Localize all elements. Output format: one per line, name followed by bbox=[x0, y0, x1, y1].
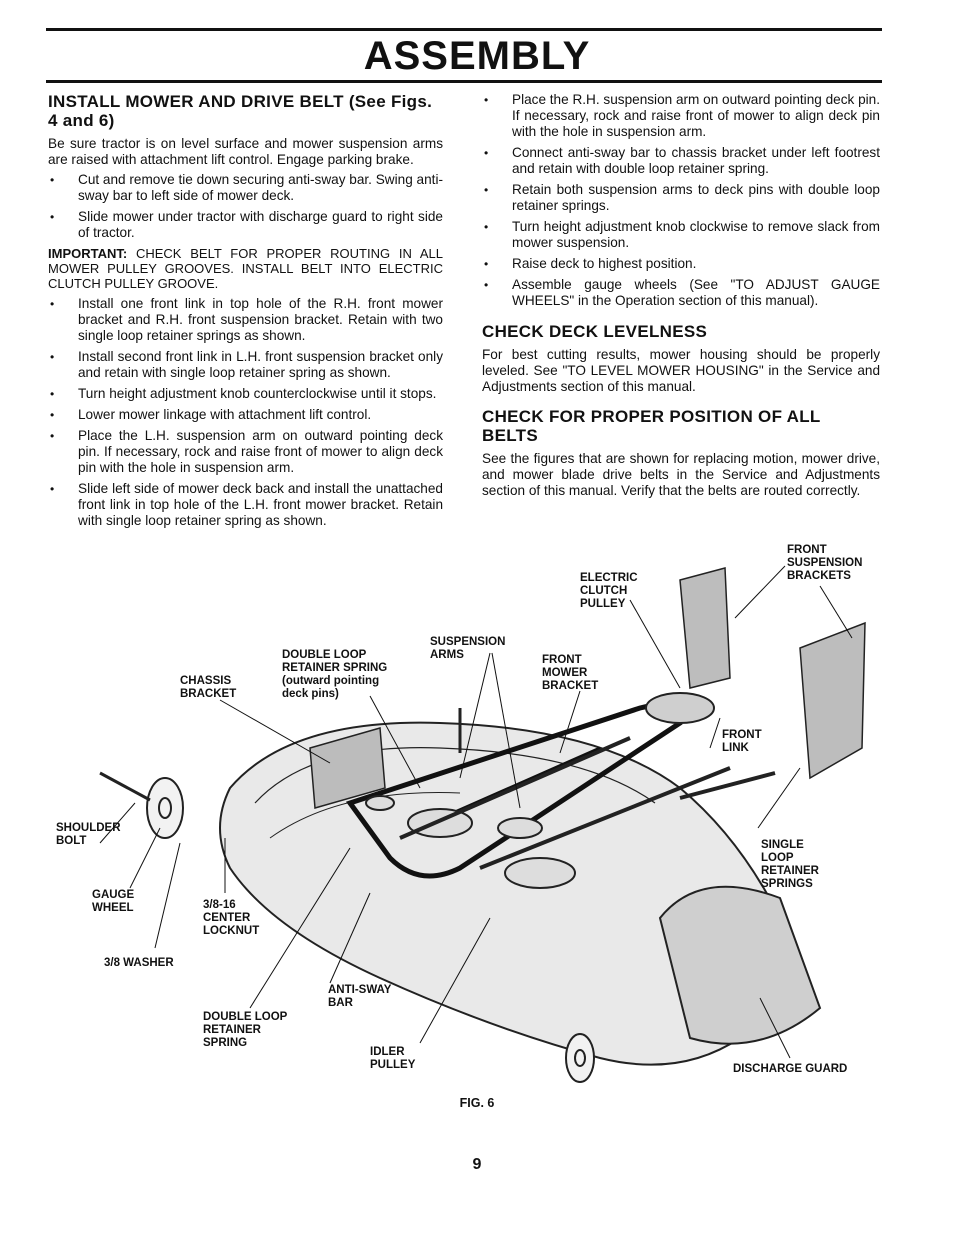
gauge-wheel-label: GAUGE WHEEL bbox=[92, 889, 135, 914]
left-column bbox=[48, 92, 443, 534]
list-item: • Slide mower under tractor with discharge guard to right side of tractor. bbox=[48, 209, 443, 241]
front-suspension-brackets-label: FRONT SUSPENSION BRACKETS bbox=[787, 544, 863, 582]
list-item: • Turn height adjustment knob clockwise to remove slack from mower suspension. bbox=[482, 219, 880, 251]
check-deck-levelness-text: For best cutting results, mower housing should be properly leveled. See "TO LEVEL MOWER HOUSING" in the Service and Adjustments section of this manual. bbox=[482, 347, 880, 394]
list-item: • Cut and remove tie down securing anti-sway bar. Swing anti-sway bar to left side of mower deck. bbox=[48, 172, 443, 204]
install-intro: Be sure tractor is on level surface and mower suspension arms are raised with attachment lift control. Engage parking brake. bbox=[48, 136, 443, 167]
install-bullets-b bbox=[48, 296, 443, 529]
check-belts-text: See the figures that are shown for replacing motion, mower drive, and mower blade drive belts in the Service and Adjustments section of this manual. Verify that the belts are routed correctly. bbox=[482, 451, 880, 498]
discharge-guard-label: DISCHARGE GUARD bbox=[733, 1063, 848, 1075]
right-bullets bbox=[482, 92, 880, 309]
shoulder-bolt bbox=[100, 773, 150, 800]
idler-pulley-label: IDLER PULLEY bbox=[370, 1046, 416, 1071]
list-item: • Raise deck to highest position. bbox=[482, 256, 880, 272]
center-locknut-label: 3/8-16 CENTER LOCKNUT bbox=[203, 899, 260, 937]
front-link-label: FRONT LINK bbox=[722, 729, 762, 754]
page-title: ASSEMBLY bbox=[363, 34, 591, 78]
washer-label: 3/8 WASHER bbox=[104, 957, 174, 969]
suspension-arms-label: SUSPENSION ARMS bbox=[430, 636, 506, 661]
shoulder-bolt-label: SHOULDER BOLT bbox=[56, 822, 121, 847]
right-column bbox=[482, 92, 880, 503]
electric-clutch-pulley-label: ELECTRIC CLUTCH PULLEY bbox=[580, 572, 638, 610]
check-deck-levelness-heading: CHECK DECK LEVELNESS bbox=[482, 322, 708, 341]
important-label: IMPORTANT: bbox=[48, 246, 128, 261]
double-loop-retainer-spring-top-label: DOUBLE LOOP RETAINER SPRING (outward pointing deck pins) bbox=[282, 649, 388, 700]
install-bullets-a bbox=[48, 172, 443, 241]
list-item: • Turn height adjustment knob counterclockwise until it stops. bbox=[48, 386, 443, 402]
page-number: 9 bbox=[472, 1156, 482, 1173]
header-rule-bottom bbox=[46, 80, 882, 83]
mower-diagram bbox=[40, 538, 920, 1098]
list-item: • Assemble gauge wheels (See "TO ADJUST GAUGE WHEELS" in the Operation section of this manual). bbox=[482, 277, 880, 309]
list-item: • Connect anti-sway bar to chassis bracket under left footrest and retain with double loop retainer spring. bbox=[482, 145, 880, 177]
list-item: • Place the R.H. suspension arm on outward pointing deck pin. If necessary, rock and raise front of mower to align deck pin with the hole in suspension arm. bbox=[482, 92, 880, 140]
double-loop-retainer-spring-bottom-label: DOUBLE LOOP RETAINER SPRING bbox=[203, 1011, 288, 1049]
list-item: • Slide left side of mower deck back and install the unattached front link in top hole of the L.H. front mower bracket. Retain with single loop retainer spring as shown. bbox=[48, 481, 443, 529]
list-item: • Install second front link in L.H. front suspension bracket only and retain with single loop retainer spring as shown. bbox=[48, 349, 443, 381]
anti-sway-bar-label: ANTI-SWAY BAR bbox=[328, 984, 392, 1009]
check-belts-heading: CHECK FOR PROPER POSITION OF ALL BELTS bbox=[482, 407, 821, 445]
list-item: • Retain both suspension arms to deck pins with double loop retainer springs. bbox=[482, 182, 880, 214]
single-loop-retainer-springs-label: SINGLE LOOP RETAINER SPRINGS bbox=[761, 839, 819, 890]
figure-6-mower-illustration bbox=[40, 538, 920, 1098]
front-mower-bracket-label: FRONT MOWER BRACKET bbox=[542, 654, 599, 692]
list-item: • Install one front link in top hole of the R.H. front mower bracket and R.H. front suspension bracket. Retain with two single loop retainer springs as shown. bbox=[48, 296, 443, 344]
front-suspension-brackets bbox=[680, 568, 865, 778]
install-mower-heading: INSTALL MOWER AND DRIVE BELT (See Figs. 4 and 6) bbox=[48, 92, 433, 130]
important-note bbox=[48, 246, 443, 291]
header-rule-top bbox=[46, 28, 882, 31]
important-text: CHECK BELT FOR PROPER ROUTING IN ALL MOWER PULLEY GROOVES. INSTALL BELT INTO ELECTRIC CLUTCH PULLEY GROOVE. bbox=[48, 246, 443, 291]
chassis-bracket-label: CHASSIS BRACKET bbox=[180, 675, 237, 700]
figure-caption: FIG. 6 bbox=[459, 1096, 495, 1110]
list-item: • Lower mower linkage with attachment lift control. bbox=[48, 407, 443, 423]
list-item: • Place the L.H. suspension arm on outward pointing deck pin. If necessary, rock and raise front of mower to align deck pin with the hole in suspension arm. bbox=[48, 428, 443, 476]
